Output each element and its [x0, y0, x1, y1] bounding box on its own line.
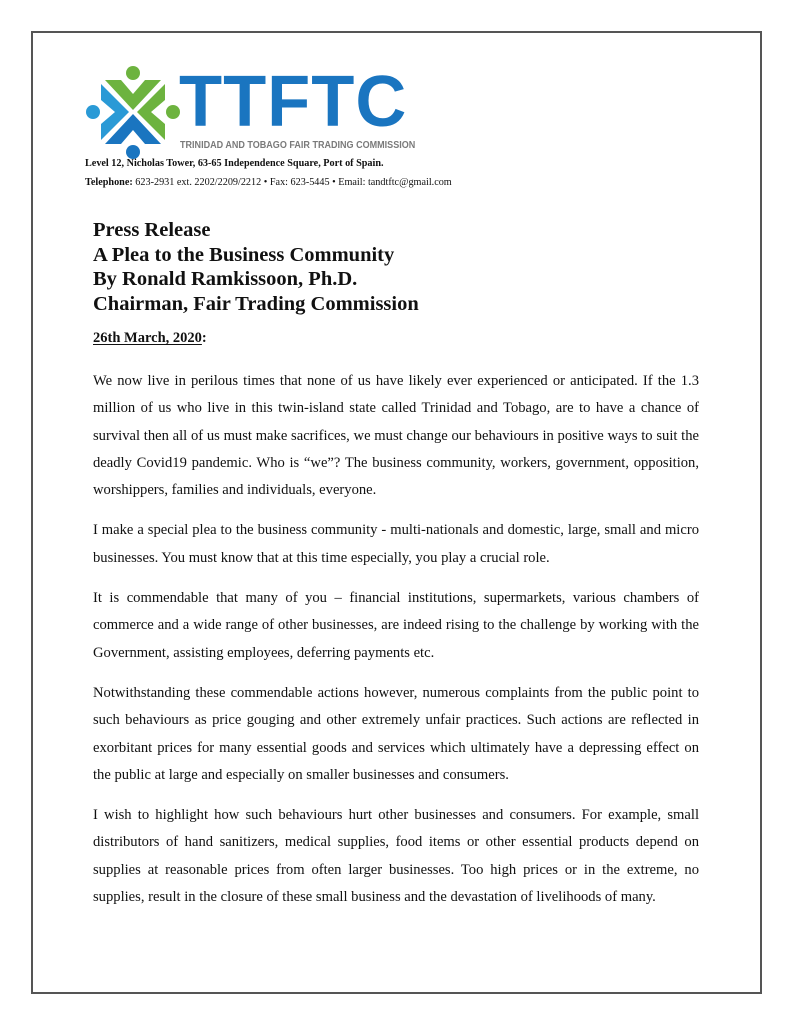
title-author: By Ronald Ramkissoon, Ph.D.: [93, 268, 358, 290]
telephone-label: Telephone:: [85, 177, 133, 188]
body-paragraph: I make a special plea to the business community - multi-nationals and domestic, large, small and micro businesses. You must know that at this time especially, you play a crucial role.: [93, 522, 699, 566]
contact-details: 623-2931 ext. 2202/2209/2212 • Fax: 623-5445 • Email: tandtftc@gmail.com: [135, 177, 452, 188]
date-colon: :: [201, 330, 207, 346]
address-line: Level 12, Nicholas Tower, 63-65 Independence Square, Port of Spain.: [85, 158, 384, 169]
contact-line: [85, 177, 452, 188]
title-author-position: Chairman, Fair Trading Commission: [93, 292, 419, 315]
date-text: 26th March, 2020: [93, 330, 202, 346]
title-press-release: Press Release: [93, 219, 211, 241]
body-paragraph: Notwithstanding these commendable actions however, numerous complaints from the public point to such behaviours as price gouging and other extremely unfair practices. Such actions are reflected in exorbitant prices for many essential goods and services which ultimately have a depressing effect on the public at large and especially on smaller businesses and consumers.: [93, 684, 699, 783]
release-date: [93, 330, 207, 347]
press-release-body: [93, 368, 699, 924]
body-paragraph: I wish to highlight how such behaviours hurt other businesses and consumers. For example, small distributors of hand sanitizers, medical supplies, food items or other essential products depend on supplies at reasonable prices from often larger businesses. Too high prices or in the extreme, no supplies, result in the closure of these small business and the devastation of livelihoods of many.: [93, 807, 699, 906]
ttftc-logo-icon: [85, 64, 181, 160]
body-paragraph: We now live in perilous times that none of us have likely ever experienced or anticipated. If the 1.3 million of us who live in this twin-island state called Trinidad and Tobago, are to have a chance of survival then all of us must make sacrifices, we must change our behaviours in positive ways to suit the deadly Covid19 pandemic. Who is “we”? The business community, workers, government, opposition, worshippers, families and individuals, everyone.: [93, 373, 699, 499]
wordmark-text: TTFTC: [179, 62, 408, 142]
organization-name: TRINIDAD AND TOBAGO FAIR TRADING COMMISSION: [180, 139, 416, 151]
press-release-title-block: [93, 218, 419, 316]
title-headline: A Plea to the Business Community: [93, 243, 395, 266]
body-paragraph: It is commendable that many of you – financial institutions, supermarkets, various chambers of commerce and a wide range of other businesses, are indeed rising to the challenge by working with the Government, assisting employees, deferring payments etc.: [93, 590, 699, 661]
ttftc-wordmark: [179, 62, 408, 142]
letterhead: [85, 64, 505, 194]
